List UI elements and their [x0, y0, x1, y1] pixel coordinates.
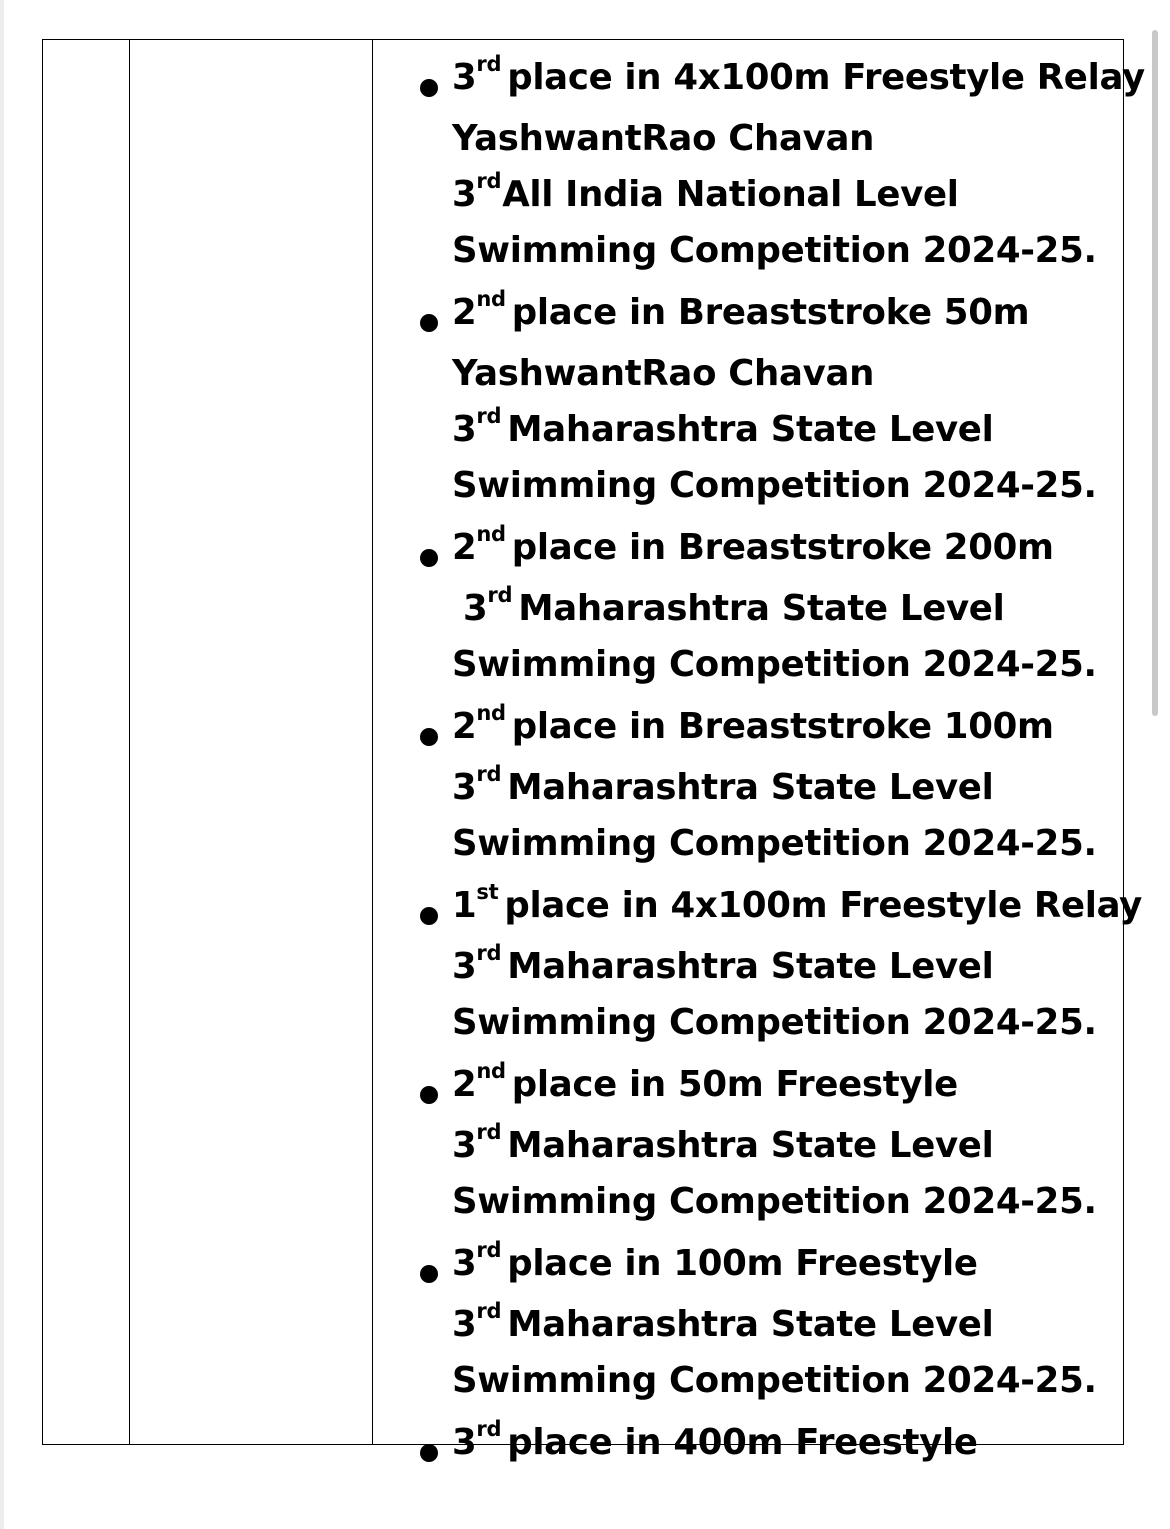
achievements-table: [42, 39, 1145, 1463]
ordinal-suffix: rd: [476, 404, 502, 429]
competition-line: [452, 637, 1097, 693]
competition-line: [452, 167, 959, 223]
competition-text: Maharashtra State Level: [518, 588, 1005, 629]
competition-text: Swimming Competition 2024-25.: [452, 465, 1097, 506]
competition-text: Swimming Competition 2024-25.: [452, 644, 1097, 685]
edition-number: 3: [452, 946, 477, 987]
event-name: place in Breaststroke 50m: [511, 292, 1030, 333]
ordinal-suffix: rd: [487, 583, 513, 608]
competition-line: [452, 816, 1097, 872]
place-number: 2: [452, 527, 477, 568]
ordinal-suffix: st: [476, 880, 499, 905]
bullet-icon: [420, 79, 438, 97]
achievement-heading: [452, 50, 1145, 106]
competition-text: Swimming Competition 2024-25.: [452, 1002, 1097, 1043]
edition-number: 3: [452, 767, 477, 808]
bullet-icon: [420, 1086, 438, 1104]
competition-line: [452, 939, 993, 995]
event-name: place in 4x100m Freestyle Relay: [504, 885, 1142, 926]
edition-number: 3: [452, 174, 477, 215]
place-number: 2: [452, 706, 477, 747]
competition-text: Maharashtra State Level: [507, 767, 994, 808]
achievements-cell: [373, 40, 1145, 1463]
ordinal-suffix: nd: [476, 1059, 506, 1084]
competition-line: [452, 346, 874, 402]
achievement-heading: [452, 878, 1142, 934]
competition-line: [452, 995, 1097, 1051]
place-number: 3: [452, 1422, 477, 1463]
page-left-edge: [0, 0, 4, 1529]
competition-line: [452, 1174, 1097, 1230]
edition-number: 3: [452, 409, 477, 450]
place-number: 1: [452, 885, 477, 926]
bullet-icon: [420, 549, 438, 567]
place-number: 3: [452, 1243, 477, 1284]
competition-text: All India National Level: [502, 174, 959, 215]
ordinal-suffix: rd: [476, 1238, 502, 1263]
ordinal-suffix: nd: [476, 287, 506, 312]
achievement-heading: [452, 285, 1029, 341]
bullet-icon: [420, 907, 438, 925]
competition-text: Swimming Competition 2024-25.: [452, 1360, 1097, 1401]
ordinal-suffix: rd: [476, 762, 502, 787]
achievement-heading: [452, 1057, 958, 1113]
event-name: place in 4x100m Freestyle Relay: [507, 57, 1145, 98]
competition-text: Swimming Competition 2024-25.: [452, 230, 1097, 271]
competition-line: [452, 111, 874, 167]
event-name: place in Breaststroke 100m: [511, 706, 1054, 747]
ordinal-suffix: rd: [476, 169, 502, 194]
ordinal-suffix: nd: [476, 522, 506, 547]
ordinal-suffix: rd: [476, 941, 502, 966]
edition-number: 3: [452, 1304, 477, 1345]
edition-number: 3: [463, 588, 488, 629]
competition-text: YashwantRao Chavan: [452, 353, 875, 394]
bullet-icon: [420, 1265, 438, 1283]
achievement-heading: [452, 520, 1054, 576]
competition-text: Maharashtra State Level: [507, 1125, 994, 1166]
bullet-icon: [420, 314, 438, 332]
competition-line: [452, 1353, 1097, 1409]
place-number: 2: [452, 292, 477, 333]
competition-line: [452, 223, 1097, 279]
achievement-heading: [452, 699, 1054, 755]
bullet-icon: [420, 728, 438, 746]
competition-text: Swimming Competition 2024-25.: [452, 823, 1097, 864]
event-name: place in 50m Freestyle: [511, 1064, 958, 1105]
edition-number: 3: [452, 1125, 477, 1166]
event-name: place in 400m Freestyle: [507, 1422, 978, 1463]
achievement-heading: [452, 1236, 978, 1292]
ordinal-suffix: nd: [476, 701, 506, 726]
competition-line: [452, 458, 1097, 514]
ordinal-suffix: rd: [476, 1120, 502, 1145]
column-divider-1: [129, 40, 130, 1444]
competition-line: [452, 760, 993, 816]
event-name: place in 100m Freestyle: [507, 1243, 978, 1284]
competition-line: [452, 1297, 993, 1353]
ordinal-suffix: rd: [476, 1299, 502, 1324]
place-number: 3: [452, 57, 477, 98]
competition-text: YashwantRao Chavan: [452, 118, 875, 159]
competition-line: [463, 581, 1004, 637]
ordinal-suffix: rd: [476, 1417, 502, 1442]
competition-text: Swimming Competition 2024-25.: [452, 1181, 1097, 1222]
competition-line: [452, 402, 993, 458]
place-number: 2: [452, 1064, 477, 1105]
ordinal-suffix: rd: [476, 52, 502, 77]
bullet-icon: [420, 1444, 438, 1462]
vertical-scrollbar[interactable]: [1152, 30, 1158, 716]
competition-text: Maharashtra State Level: [507, 946, 994, 987]
competition-line: [452, 1118, 993, 1174]
achievement-heading: [452, 1415, 978, 1471]
event-name: place in Breaststroke 200m: [511, 527, 1054, 568]
competition-text: Maharashtra State Level: [507, 1304, 994, 1345]
competition-text: Maharashtra State Level: [507, 409, 994, 450]
